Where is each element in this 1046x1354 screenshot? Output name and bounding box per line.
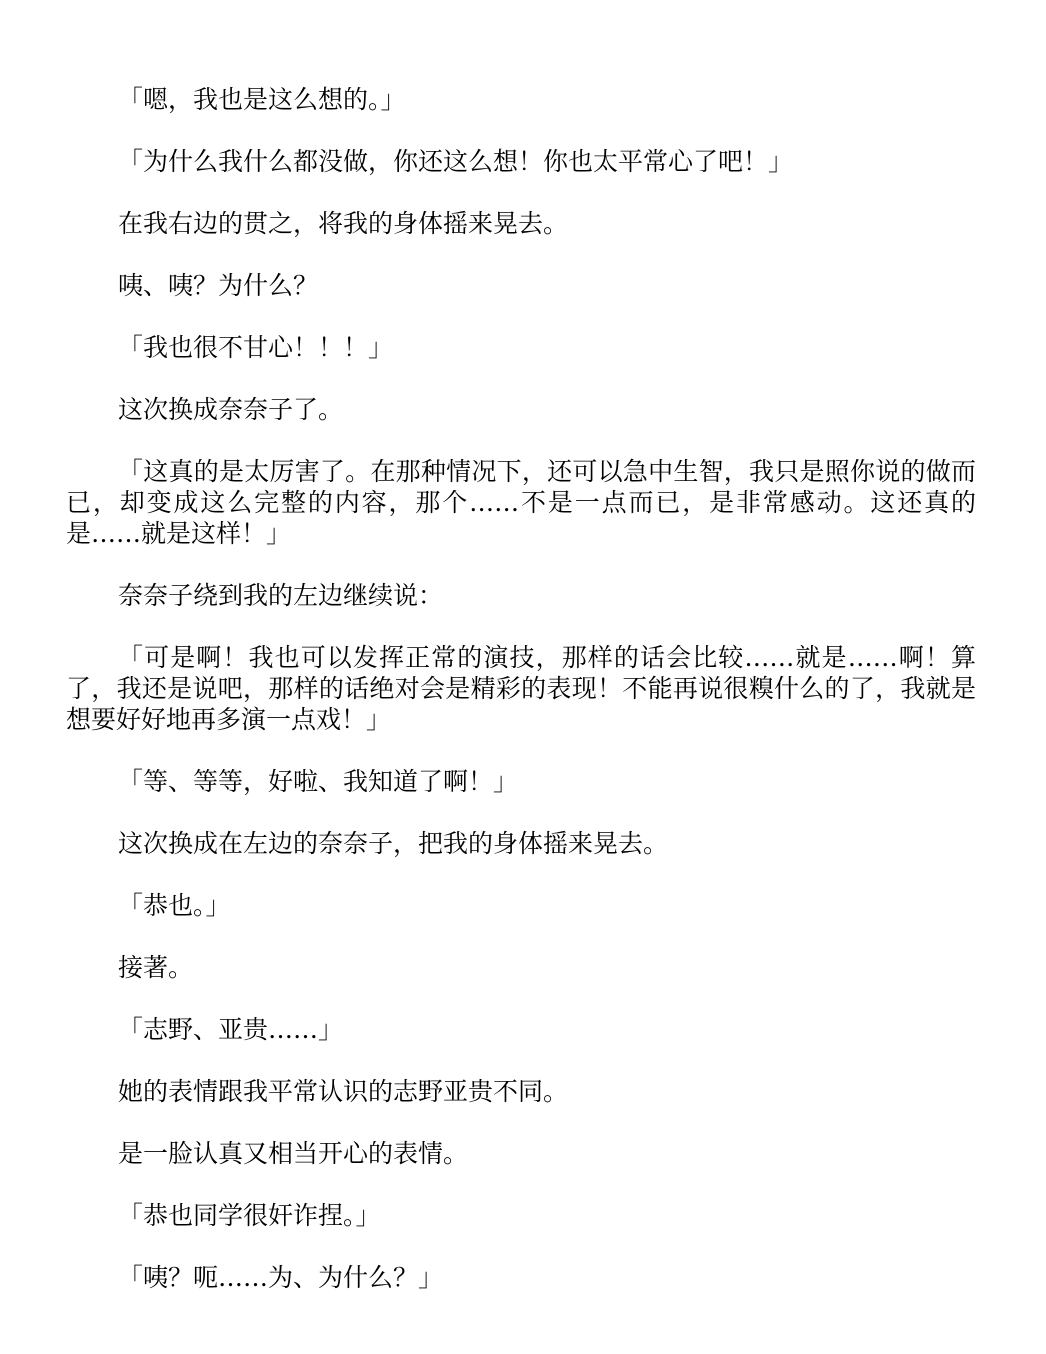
paragraph: 「咦？呃……为、为什么？」 [118,1263,444,1292]
paragraph: 「这真的是太厉害了。在那种情况下，还可以急中生智，我只是照你说的做而已，却变成这么完整的内容，那个……不是一点而已，是非常感动。这还真的是……就是这样！」 [66,457,976,548]
paragraph: 「我也很不甘心！！！」 [118,333,394,362]
paragraph: 「可是啊！我也可以发挥正常的演技，那样的话会比较……就是……啊！算了，我还是说吧，那样的话绝对会是精彩的表现！不能再说很糗什么的了，我就是想要好好地再多演一点戏！」 [66,643,976,734]
paragraph: 奈奈子绕到我的左边继续说： [118,581,444,610]
paragraph: 咦、咦？为什么？ [118,271,319,300]
paragraph: 在我右边的贯之，将我的身体摇来晃去。 [118,209,569,238]
paragraph: 是一脸认真又相当开心的表情。 [118,1139,469,1168]
paragraph: 这次换成奈奈子了。 [118,395,344,424]
paragraph: 她的表情跟我平常认识的志野亚贵不同。 [118,1077,569,1106]
paragraph: 接著。 [118,953,194,982]
paragraph: 「恭也。」 [118,891,231,920]
paragraph: 「为什么我什么都没做，你还这么想！你也太平常心了吧！」 [118,147,794,176]
document-page [66,84,976,1324]
paragraph: 这次换成在左边的奈奈子，把我的身体摇来晃去。 [118,829,669,858]
paragraph: 「嗯，我也是这么想的。」 [118,85,406,114]
paragraph: 「恭也同学很奸诈捏。」 [118,1201,381,1230]
paragraph: 「等、等等，好啦、我知道了啊！」 [118,767,519,796]
paragraph: 「志野、亚贵……」 [118,1015,344,1044]
